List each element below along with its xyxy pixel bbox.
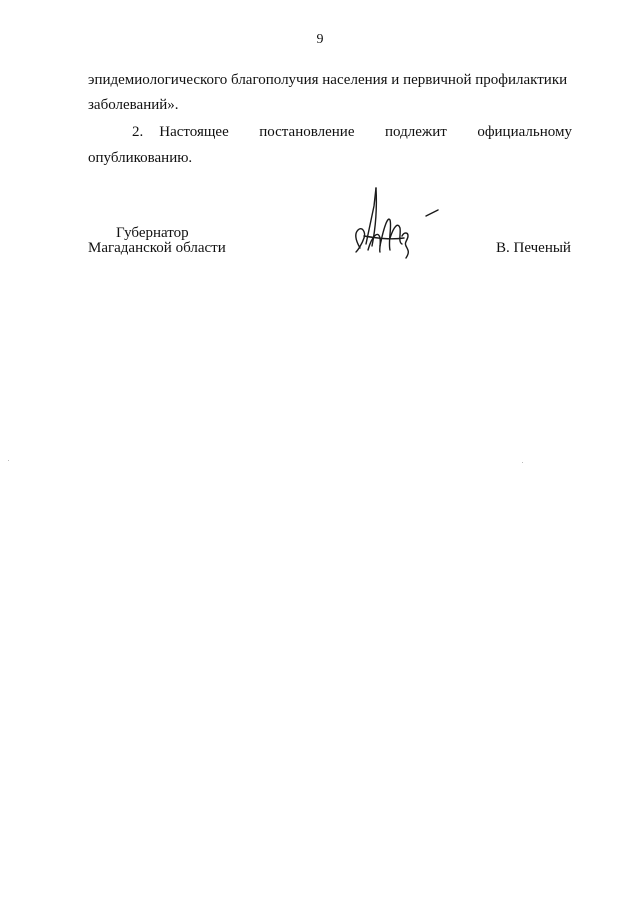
item-word-2: постановление (259, 124, 355, 140)
signatory-name: В. Печеный (496, 240, 571, 256)
signatory-title-line-2: Магаданской области (88, 240, 226, 256)
item-2-continuation: опубликованию. (88, 150, 193, 166)
signatory-title-line-1: Губернатор (116, 225, 189, 241)
item-word-3: подлежит (384, 124, 447, 140)
signatory-title (88, 226, 226, 256)
paragraph-line-1: эпидемиологического благополучия населения и первичной профилактики (88, 72, 568, 88)
scan-speck-left (8, 460, 9, 461)
scan-speck-right (522, 462, 523, 463)
paragraph-line-2: заболеваний». (88, 97, 179, 113)
item-word-4: официальному (477, 124, 572, 140)
item-number: 2. (132, 124, 144, 140)
page-number: 9 (316, 32, 324, 47)
handwritten-signature (346, 186, 446, 262)
item-2-first-line (88, 124, 572, 141)
item-word-1: Настоящее (159, 124, 229, 140)
